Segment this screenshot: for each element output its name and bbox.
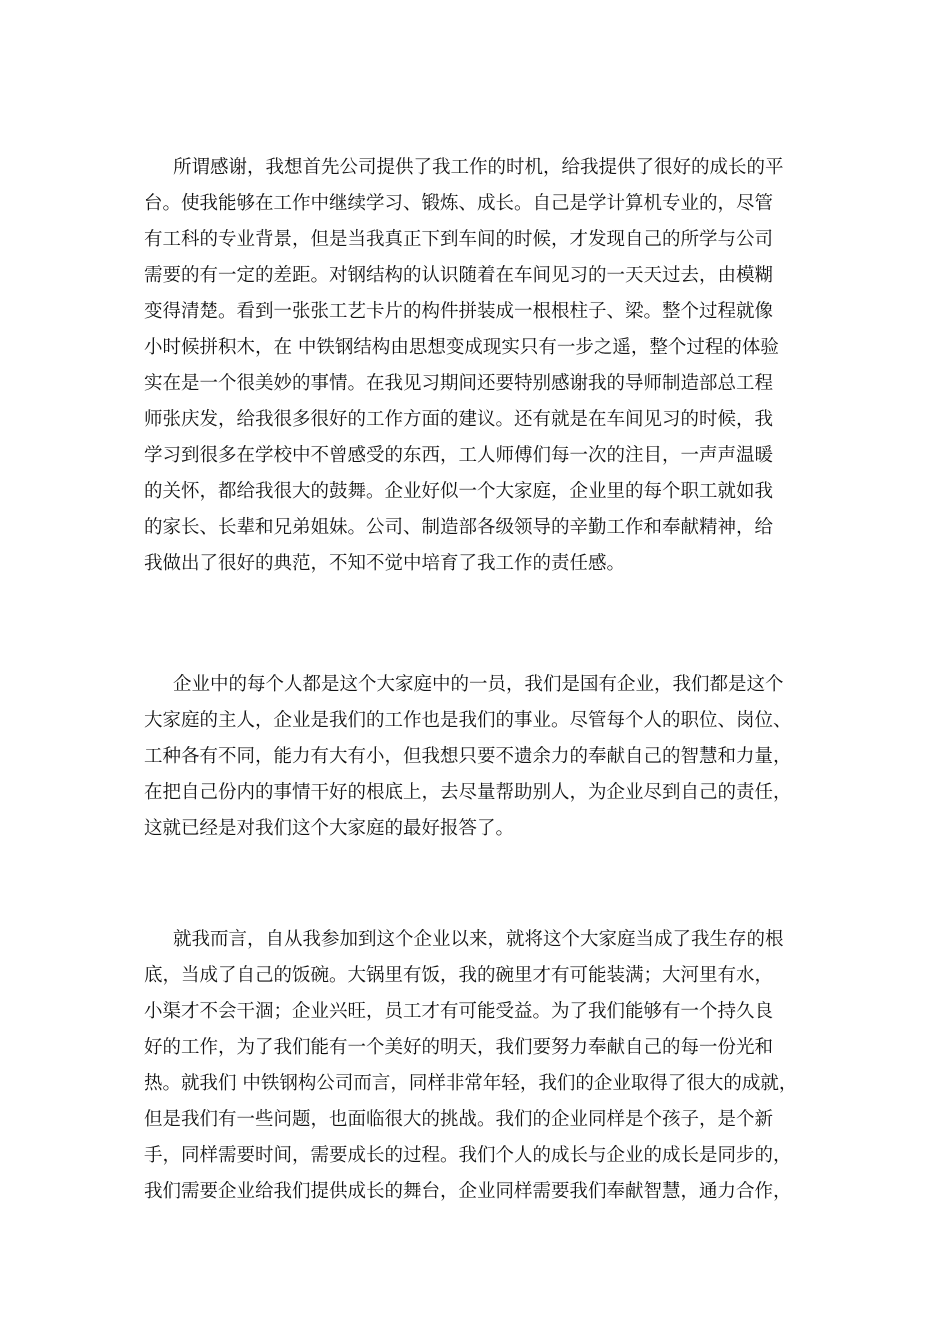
text-line: 的家长、长辈和兄弟姐妹。公司、制造部各级领导的辛勤工作和奉献精神，给 <box>144 517 774 538</box>
text-line: 有工科的专业背景，但是当我真正下到车间的时候，才发现自己的所学与公司 <box>144 229 774 250</box>
text-line: 的关怀，都给我很大的鼓舞。企业好似一个大家庭，企业里的每个职工就如我 <box>144 481 774 502</box>
paragraph-personal <box>144 922 824 1210</box>
text-line: 好的工作，为了我们能有一个美好的明天，我们要努力奉献自己的每一份光和 <box>144 1037 774 1058</box>
text-line: 我们需要企业给我们提供成长的舞台，企业同样需要我们奉献智慧，通力合作， <box>144 1181 792 1202</box>
text-line: 这就已经是对我们这个大家庭的最好报答了。 <box>144 818 515 839</box>
text-line: 小渠才不会干涸；企业兴旺，员工才有可能受益。为了我们能够有一个持久良 <box>144 1001 774 1022</box>
text-line: 小时候拼积木，在 中铁钢结构由思想变成现实只有一步之遥，整个过程的体验 <box>144 337 779 358</box>
paragraph-family <box>144 667 824 847</box>
text-line: 就我而言，自从我参加到这个企业以来，就将这个大家庭当成了我生存的根 <box>173 929 784 950</box>
text-line: 学习到很多在学校中不曾感受的东西，工人师傅们每一次的注目，一声声温暖 <box>144 445 774 466</box>
text-line: 大家庭的主人，企业是我们的工作也是我们的事业。尽管每个人的职位、岗位、 <box>144 710 792 731</box>
text-line: 台。使我能够在工作中继续学习、锻炼、成长。自己是学计算机专业的，尽管 <box>144 193 774 214</box>
text-line: 变得清楚。看到一张张工艺卡片的构件拼装成一根根柱子、梁。整个过程就像 <box>144 301 774 322</box>
text-line: 热。就我们 中铁钢构公司而言，同样非常年轻，我们的企业取得了很大的成就， <box>144 1073 798 1094</box>
text-line: 企业中的每个人都是这个大家庭中的一员，我们是国有企业，我们都是这个 <box>173 674 784 695</box>
text-line: 需要的有一定的差距。对钢结构的认识随着在车间见习的一天天过去，由模糊 <box>144 265 774 286</box>
text-line: 工种各有不同，能力有大有小，但我想只要不遗余力的奉献自己的智慧和力量， <box>144 746 792 767</box>
text-line: 在把自己份内的事情干好的根底上，去尽量帮助别人，为企业尽到自己的责任， <box>144 782 792 803</box>
text-line: 我做出了很好的典范，不知不觉中培育了我工作的责任感。 <box>144 553 626 574</box>
text-line: 实在是一个很美妙的事情。在我见习期间还要特别感谢我的导师制造部总工程 <box>144 373 774 394</box>
text-line: 手，同样需要时间，需要成长的过程。我们个人的成长与企业的成长是同步的， <box>144 1145 792 1166</box>
text-line: 所谓感谢，我想首先公司提供了我工作的时机，给我提供了很好的成长的平 <box>173 157 784 178</box>
text-line: 师张庆发，给我很多很好的工作方面的建议。还有就是在车间见习的时候，我 <box>144 409 774 430</box>
text-line: 底，当成了自己的饭碗。大锅里有饭，我的碗里才有可能装满；大河里有水， <box>144 965 774 986</box>
text-line: 但是我们有一些问题，也面临很大的挑战。我们的企业同样是个孩子，是个新 <box>144 1109 774 1130</box>
paragraph-gratitude <box>144 150 824 582</box>
